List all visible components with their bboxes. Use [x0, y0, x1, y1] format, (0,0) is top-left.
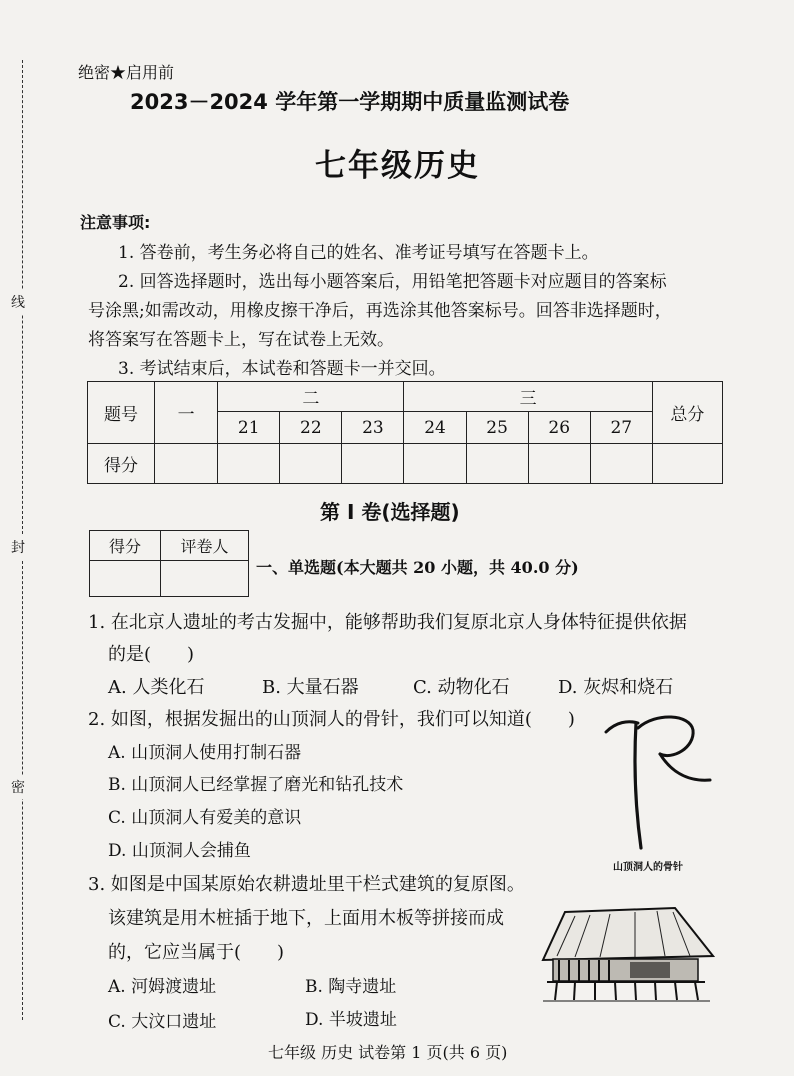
question-number-cell: 24	[404, 412, 466, 444]
q1-option-c[interactable]: C. 动物化石	[413, 677, 510, 698]
part1-title: 第 I 卷(选择题)	[320, 500, 460, 524]
grader-score-input[interactable]	[90, 561, 161, 597]
score-table	[87, 381, 723, 484]
bone-needle-figure	[598, 710, 718, 860]
section3-cell: 三	[404, 382, 652, 412]
subject-title: 七年级历史	[315, 148, 480, 184]
q2-stem: 2. 如图，根据发掘出的山顶洞人的骨针，我们可以知道( )	[88, 709, 575, 730]
exam-title: 2023－2024 学年第一学期期中质量监测试卷	[130, 90, 570, 114]
stilt-house-figure	[535, 904, 715, 1004]
section2-cell: 二	[218, 382, 404, 412]
q2-option-b[interactable]: B. 山顶洞人已经掌握了磨光和钻孔技术	[108, 775, 404, 795]
total-cell: 总分	[652, 382, 722, 444]
q3-option-a[interactable]: A. 河姆渡遗址	[108, 977, 217, 997]
q3-stem-line1: 3. 如图是中国某原始农耕遗址里干栏式建筑的复原图。	[88, 874, 525, 895]
q3-option-c[interactable]: C. 大汶口遗址	[108, 1012, 217, 1032]
q3-option-d[interactable]: D. 半坡遗址	[305, 1010, 397, 1030]
question-number-cell: 26	[528, 412, 590, 444]
question-number-cell: 25	[466, 412, 528, 444]
secret-mark: 绝密★启用前	[78, 63, 175, 82]
page-footer: 七年级 历史 试卷第 1 页(共 6 页)	[268, 1043, 508, 1062]
score-input-cell[interactable]	[528, 444, 590, 484]
q2-option-c[interactable]: C. 山顶洞人有爱美的意识	[108, 808, 302, 828]
grader-name-input[interactable]	[161, 561, 249, 597]
question-number-cell: 27	[590, 412, 652, 444]
grader-score-label: 得分	[90, 531, 161, 561]
question-number-cell: 21	[218, 412, 280, 444]
binding-label-secret: 密	[11, 775, 25, 799]
notice-item-2-line3: 将答案写在答题卡上，写在试卷上无效。	[88, 330, 394, 350]
notice-item-2-line2: 号涂黑;如需改动，用橡皮擦干净后，再选涂其他答案标号。回答非选择题时，	[88, 301, 672, 321]
notice-item-3: 3. 考试结束后，本试卷和答题卡一并交回。	[118, 359, 446, 379]
binding-label-line: 线	[11, 290, 25, 314]
binding-label-seal: 封	[11, 535, 25, 559]
bone-needle-caption: 山顶洞人的骨针	[613, 862, 683, 873]
q2-option-d[interactable]: D. 山顶洞人会捕鱼	[108, 841, 251, 861]
q1-option-b[interactable]: B. 大量石器	[262, 677, 359, 698]
question-label-cell: 题号	[88, 382, 155, 444]
score-input-cell[interactable]	[590, 444, 652, 484]
notice-heading: 注意事项:	[80, 213, 151, 232]
section-heading: 一、单选题(本大题共 20 小题，共 40.0 分)	[256, 558, 579, 577]
score-label-cell: 得分	[88, 444, 155, 484]
q1-stem-line1: 1. 在北京人遗址的考古发掘中，能够帮助我们复原北京人身体特征提供依据	[88, 612, 687, 633]
question-number-cell: 22	[280, 412, 342, 444]
q1-stem-line2: 的是( )	[108, 644, 195, 665]
score-input-cell[interactable]	[404, 444, 466, 484]
question-number-cell: 23	[342, 412, 404, 444]
q1-option-d[interactable]: D. 灰烬和烧石	[558, 677, 674, 698]
score-input-cell[interactable]	[466, 444, 528, 484]
score-input-cell[interactable]	[155, 444, 218, 484]
q3-stem-line2: 该建筑是用木桩插于地下，上面用木板等拼接而成	[108, 908, 504, 929]
notice-item-1: 1. 答卷前，考生务必将自己的姓名、准考证号填写在答题卡上。	[118, 243, 599, 263]
notice-item-2-line1: 2. 回答选择题时，选出每小题答案后，用铅笔把答题卡对应题目的答案标	[118, 272, 667, 292]
section1-cell: 一	[155, 382, 218, 444]
q2-option-a[interactable]: A. 山顶洞人使用打制石器	[108, 743, 302, 763]
score-input-cell[interactable]	[218, 444, 280, 484]
q3-stem-line3: 的，它应当属于( )	[108, 942, 285, 963]
score-input-cell[interactable]	[652, 444, 722, 484]
score-input-cell[interactable]	[280, 444, 342, 484]
q1-option-a[interactable]: A. 人类化石	[108, 677, 205, 698]
grader-box	[89, 530, 249, 597]
q3-option-b[interactable]: B. 陶寺遗址	[305, 977, 397, 997]
score-input-cell[interactable]	[342, 444, 404, 484]
grader-name-label: 评卷人	[161, 531, 249, 561]
